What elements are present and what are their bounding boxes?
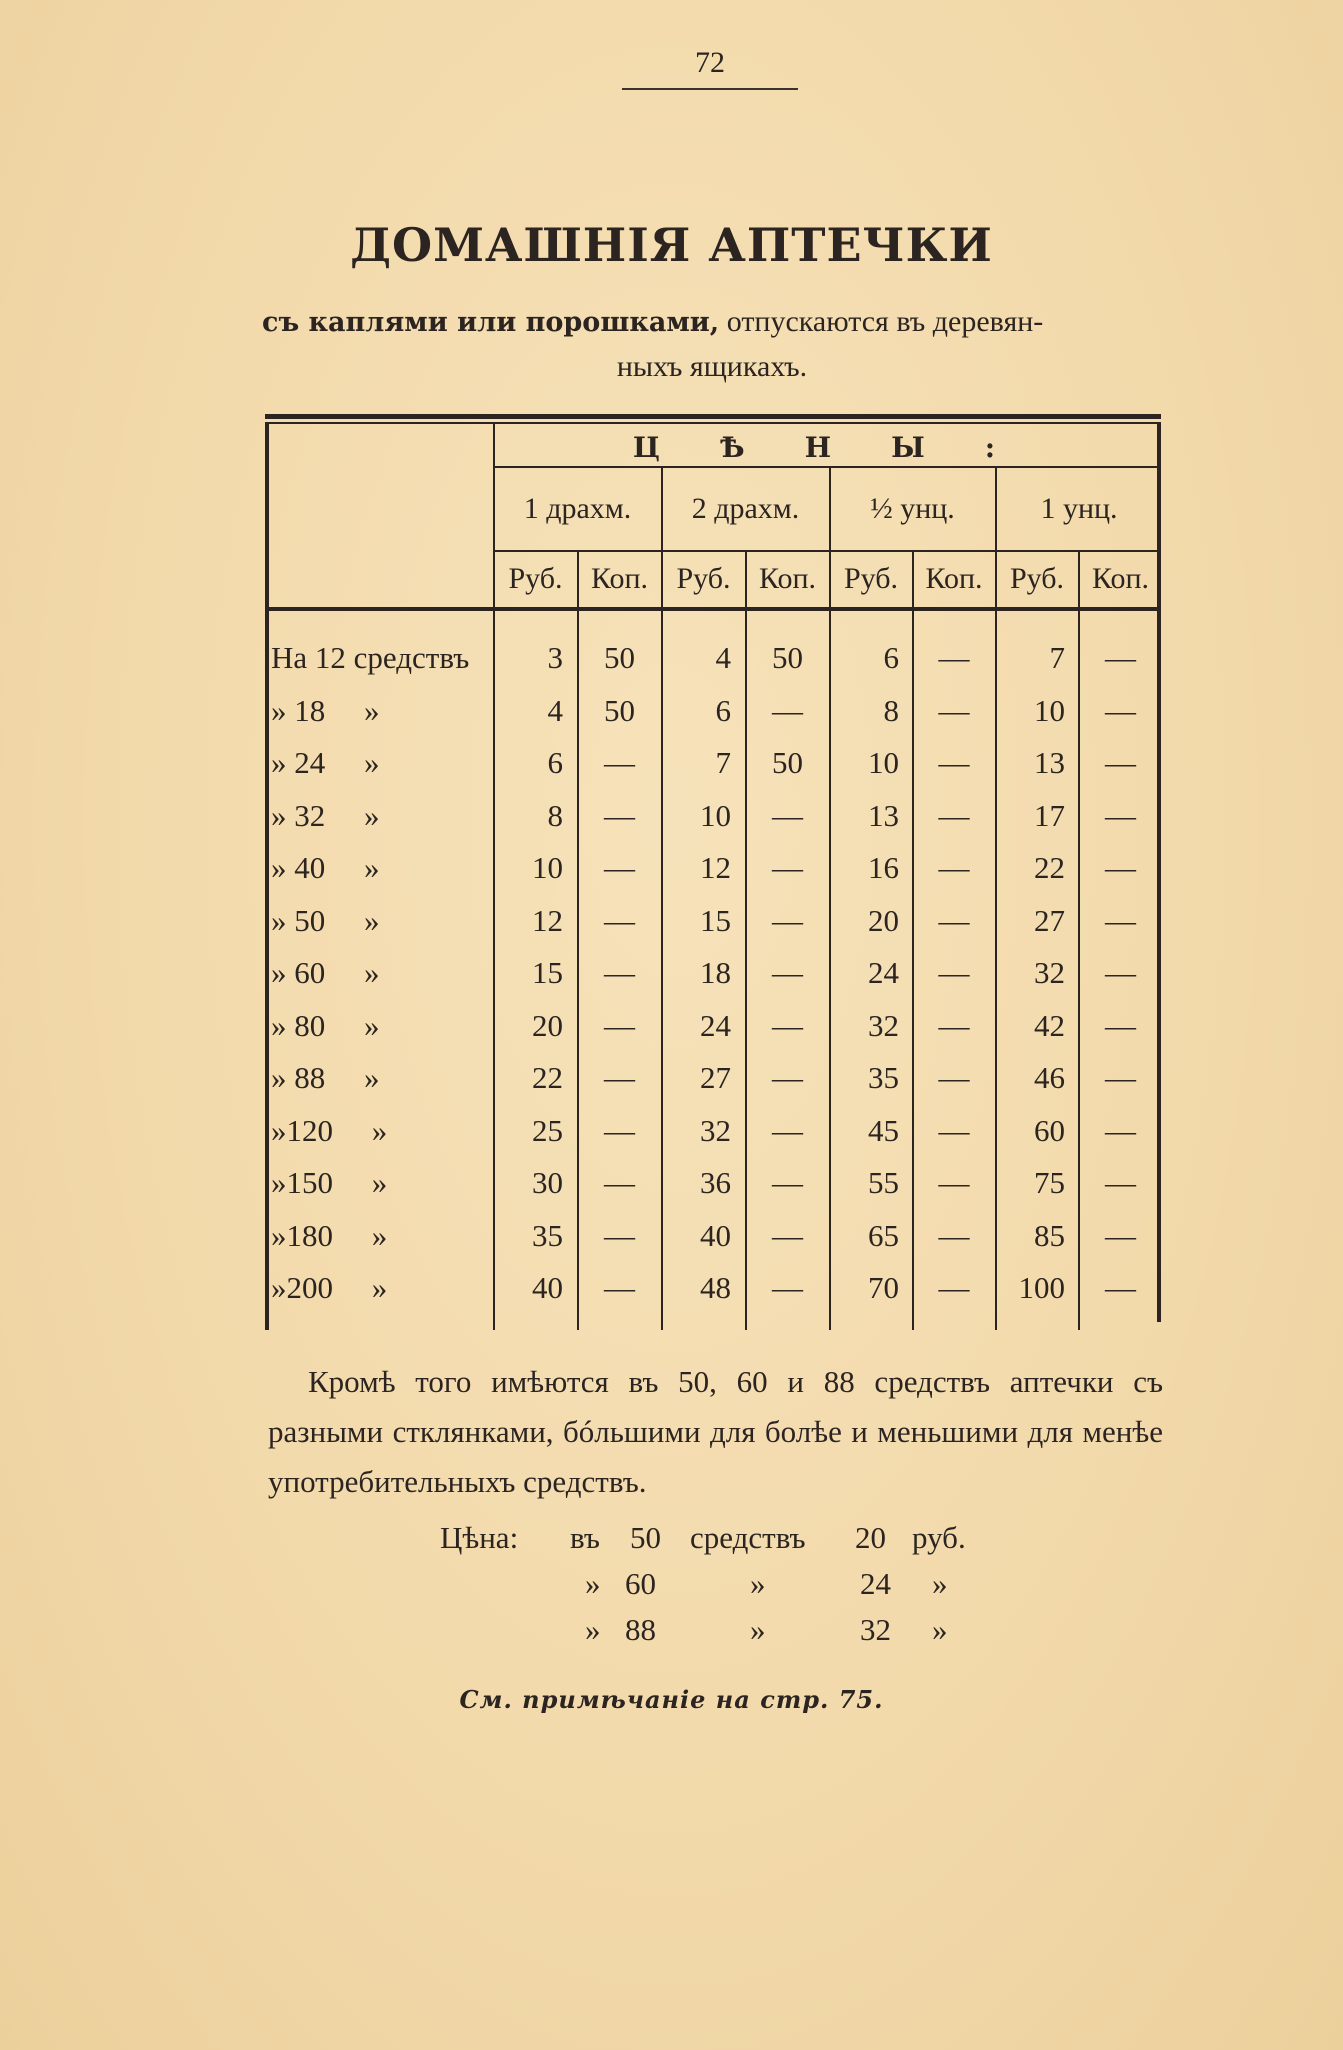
kop-cell: —: [604, 1113, 635, 1148]
rub-label-2: Руб.: [676, 562, 731, 595]
price-value: 32: [860, 1612, 891, 1647]
kop-cell: —: [604, 1008, 635, 1043]
kop-cell: —: [604, 1218, 635, 1253]
kop-label-3: Коп.: [925, 562, 983, 595]
kop-cell: —: [1105, 640, 1136, 675]
rub-cell: 46: [1034, 1060, 1065, 1095]
kop-cell: —: [1105, 850, 1136, 885]
prices-header: ЦѢНЫ:: [632, 431, 1056, 464]
kop-cell: —: [938, 640, 970, 675]
rub-cell: 24: [868, 955, 899, 990]
row-label: На 12 средствъ: [271, 640, 470, 675]
kop-cell: —: [604, 798, 635, 833]
price-prefix: въ: [570, 1520, 600, 1555]
table-left-border: [265, 422, 269, 1330]
kop-cell: —: [604, 955, 635, 990]
kop-cell: —: [604, 1060, 635, 1095]
rub-cell: 70: [868, 1270, 899, 1305]
price-currency: руб.: [912, 1520, 966, 1555]
kop-cell: —: [772, 1270, 803, 1305]
rub-cell: 65: [868, 1218, 899, 1253]
rub-label-1: Руб.: [508, 562, 563, 595]
kop-cell: —: [1105, 798, 1136, 833]
rub-cell: 4: [715, 640, 731, 675]
kop-cell: —: [604, 1270, 635, 1305]
rub-cell: 42: [1034, 1008, 1065, 1043]
page-number-rule: [622, 88, 798, 90]
row-label: » 18 »: [271, 693, 380, 728]
row-label: » 88 »: [271, 1060, 380, 1095]
price-currency: »: [932, 1566, 948, 1601]
kop-cell: —: [938, 745, 970, 780]
col-header-2: 2 драхм.: [691, 492, 800, 525]
rub-cell: 6: [547, 745, 563, 780]
rub-cell: 48: [700, 1270, 731, 1305]
rub-cell: 36: [700, 1165, 731, 1200]
table-top-rule: [265, 414, 1161, 419]
rub-cell: 35: [868, 1060, 899, 1095]
row-label: » 80 »: [271, 1008, 380, 1043]
row-label: » 40 »: [271, 850, 380, 885]
kop-cell: —: [1105, 1113, 1136, 1148]
table-hline-prices: [493, 466, 1159, 468]
kop-cell: —: [938, 1270, 970, 1305]
rub-cell: 22: [1034, 850, 1065, 885]
rub-cell: 30: [532, 1165, 563, 1200]
rub-cell: 15: [532, 955, 563, 990]
rub-cell: 8: [883, 693, 899, 728]
kop-cell: —: [1105, 1270, 1136, 1305]
rub-cell: 17: [1034, 798, 1065, 833]
price-value: 20: [855, 1520, 886, 1555]
kop-cell: —: [1105, 1218, 1136, 1253]
row-label: »200 »: [271, 1270, 388, 1305]
kop-cell: —: [772, 1008, 803, 1043]
kop-cell: —: [938, 1060, 970, 1095]
kop-cell: —: [938, 693, 970, 728]
rub-cell: 22: [532, 1060, 563, 1095]
subtitle-rest: отпускаются въ деревян-: [726, 305, 1044, 338]
kop-cell: —: [1105, 903, 1136, 938]
kop-cell: —: [938, 903, 970, 938]
kop-cell: —: [604, 745, 635, 780]
kop-cell: —: [772, 850, 803, 885]
price-table: [265, 414, 1161, 1330]
price-currency: »: [932, 1612, 948, 1647]
rub-cell: 32: [700, 1113, 731, 1148]
rub-cell: 32: [868, 1008, 899, 1043]
rub-cell: 12: [532, 903, 563, 938]
kop-cell: 50: [772, 745, 803, 780]
price-list: [440, 1520, 1040, 1658]
table-vline-g2: [829, 466, 831, 1330]
row-label: »150 »: [271, 1165, 388, 1200]
kop-cell: —: [938, 1165, 970, 1200]
rub-cell: 20: [868, 903, 899, 938]
rub-cell: 27: [700, 1060, 731, 1095]
kop-cell: —: [938, 1113, 970, 1148]
table-hline-units: [493, 550, 1159, 552]
rub-cell: 55: [868, 1165, 899, 1200]
kop-label-2: Коп.: [758, 562, 817, 595]
rub-cell: 13: [868, 798, 899, 833]
kop-cell: —: [772, 1165, 803, 1200]
rub-cell: 32: [1034, 955, 1065, 990]
row-label: » 32 »: [271, 798, 380, 833]
kop-cell: —: [772, 955, 803, 990]
kop-label-1: Коп.: [590, 562, 649, 595]
price-prefix: »: [585, 1566, 601, 1601]
kop-cell: —: [772, 903, 803, 938]
price-label: Цѣна:: [440, 1520, 519, 1555]
row-label: » 50 »: [271, 903, 380, 938]
rub-cell: 3: [547, 640, 563, 675]
rub-cell: 85: [1034, 1218, 1065, 1253]
kop-cell: —: [604, 1165, 635, 1200]
rub-cell: 35: [532, 1218, 563, 1253]
kop-cell: 50: [772, 640, 803, 675]
price-prefix: »: [585, 1612, 601, 1647]
row-label: » 24 »: [271, 745, 380, 780]
kop-cell: —: [938, 798, 970, 833]
table-top-rule-thin: [265, 422, 1161, 424]
rub-cell: 75: [1034, 1165, 1065, 1200]
kop-cell: —: [938, 955, 970, 990]
price-list-row: [440, 1612, 1040, 1658]
kop-cell: —: [604, 903, 635, 938]
rub-cell: 8: [547, 798, 563, 833]
price-value: 24: [860, 1566, 891, 1601]
price-list-row: [440, 1520, 1040, 1566]
price-unit: »: [750, 1612, 766, 1647]
kop-cell: —: [772, 798, 803, 833]
col-header-1: 1 драхм.: [523, 492, 632, 525]
table-vline-g3: [995, 466, 997, 1330]
rub-cell: 60: [1034, 1113, 1065, 1148]
kop-label-4: Коп.: [1091, 562, 1150, 595]
rub-cell: 25: [532, 1113, 563, 1148]
table-hline-header-bottom: [265, 607, 1161, 611]
rub-cell: 12: [700, 850, 731, 885]
price-count: 50: [630, 1520, 661, 1555]
rub-cell: 7: [1049, 640, 1065, 675]
rub-cell: 45: [868, 1113, 899, 1148]
price-count: 60: [625, 1566, 656, 1601]
rub-cell: 18: [700, 955, 731, 990]
rub-cell: 24: [700, 1008, 731, 1043]
note-paragraph: Кромѣ того имѣются въ 50, 60 и 88 средствъ аптечки съ разными стклянками, бóльшими для болѣе и меньшими для менѣе употребительныхъ средствъ.: [268, 1364, 1163, 1499]
rub-cell: 40: [700, 1218, 731, 1253]
rub-cell: 10: [1034, 693, 1065, 728]
table-vline-g1: [661, 466, 663, 1330]
subtitle-line2: ныхъ ящикахъ.: [616, 350, 808, 383]
kop-cell: —: [772, 693, 803, 728]
rub-cell: 16: [868, 850, 899, 885]
rub-cell: 40: [532, 1270, 563, 1305]
kop-cell: —: [1105, 745, 1136, 780]
row-label: »120 »: [271, 1113, 388, 1148]
kop-cell: —: [1105, 955, 1136, 990]
kop-cell: 50: [604, 693, 635, 728]
rub-cell: 6: [883, 640, 899, 675]
row-label: » 60 »: [271, 955, 380, 990]
page-title: ДОМАШНІЯ АПТЕЧКИ: [350, 218, 993, 272]
price-unit: »: [750, 1566, 766, 1601]
kop-cell: —: [938, 850, 970, 885]
kop-cell: —: [1105, 1008, 1136, 1043]
see-note: См. примѣчаніе на стр. 75.: [459, 1685, 884, 1714]
kop-cell: —: [772, 1218, 803, 1253]
kop-cell: —: [938, 1008, 970, 1043]
kop-cell: 50: [604, 640, 635, 675]
subtitle: [262, 300, 1162, 389]
kop-cell: —: [938, 1218, 970, 1253]
col-header-4: 1 унц.: [1040, 492, 1118, 525]
subtitle-bold: съ каплями или порошками,: [262, 307, 720, 338]
kop-cell: —: [772, 1113, 803, 1148]
price-unit: средствъ: [690, 1520, 806, 1555]
table-vline-labels: [493, 422, 495, 1330]
rub-cell: 20: [532, 1008, 563, 1043]
rub-cell: 13: [1034, 745, 1065, 780]
rub-label-4: Руб.: [1009, 562, 1065, 595]
row-label: »180 »: [271, 1218, 388, 1253]
price-list-row: [440, 1566, 1040, 1612]
kop-cell: —: [772, 1060, 803, 1095]
price-count: 88: [625, 1612, 656, 1647]
kop-cell: —: [1105, 693, 1136, 728]
rub-label-3: Руб.: [843, 562, 899, 595]
rub-cell: 10: [868, 745, 899, 780]
rub-cell: 6: [715, 693, 731, 728]
kop-cell: —: [604, 850, 635, 885]
rub-cell: 4: [547, 693, 563, 728]
rub-cell: 7: [715, 745, 731, 780]
page-number: 72: [695, 46, 725, 79]
rub-cell: 10: [532, 850, 563, 885]
rub-cell: 10: [700, 798, 731, 833]
rub-cell: 15: [700, 903, 731, 938]
rub-cell: 27: [1034, 903, 1065, 938]
kop-cell: —: [1105, 1060, 1136, 1095]
rub-cell: 100: [1018, 1270, 1065, 1305]
col-header-3: ½ унц.: [870, 492, 955, 525]
kop-cell: —: [1105, 1165, 1136, 1200]
